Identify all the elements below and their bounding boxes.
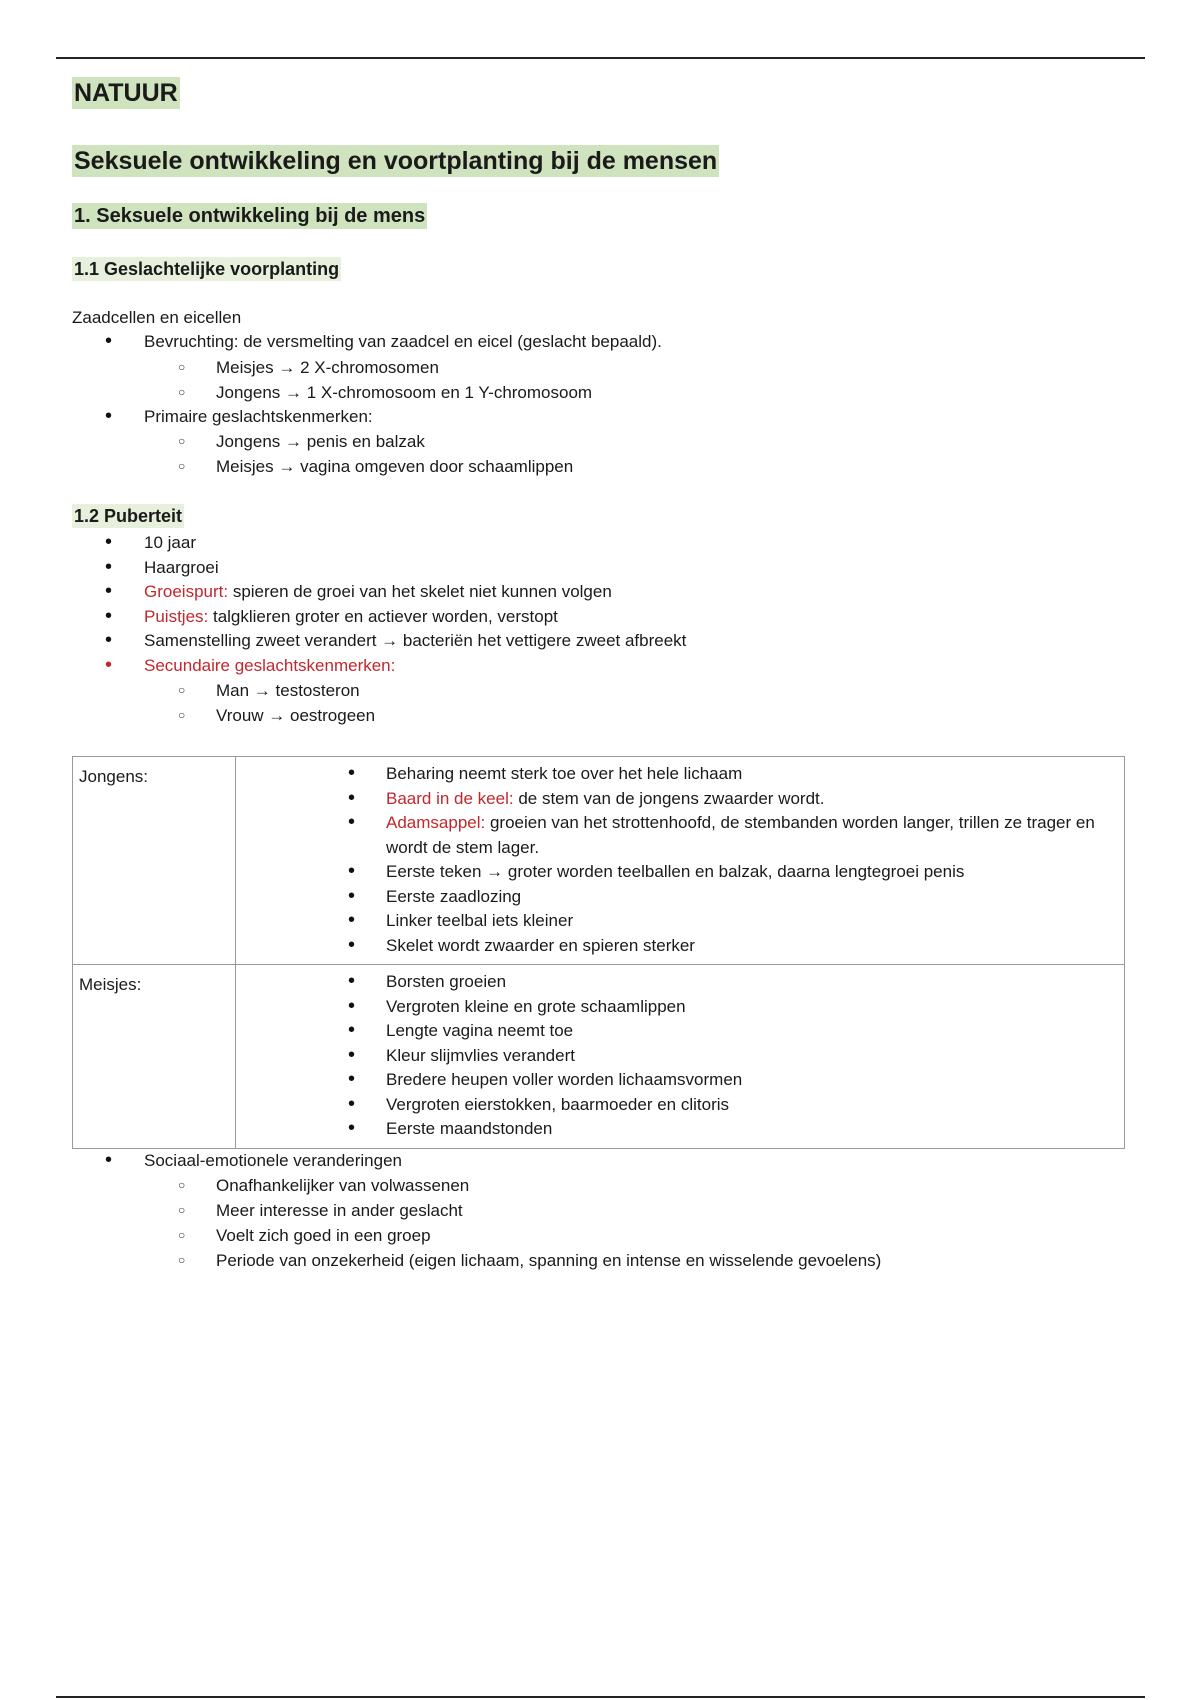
- list-item-bevruchting: • Bevruchting: de versmelting van zaadcel en eicel (geslacht bepaald). ○ Meisjes → 2 X-chromosomen ○ Jongens → 1 X-chromosoom en 1 Y-chromosoom: [72, 330, 1132, 405]
- document-body: [72, 70, 1132, 1273]
- puberteit-list: [72, 531, 1132, 728]
- table-row-jongens: [73, 757, 1125, 965]
- term-groeispurt: Groeispurt:: [144, 582, 229, 601]
- list-item: • Eerste zaadlozing: [236, 885, 1114, 910]
- list-item: • Vergroten eierstokken, baarmoeder en clitoris: [236, 1093, 1114, 1118]
- list-item: • Eerste teken → groter worden teelballen en balzak, daarna lengtegroei penis: [236, 860, 1114, 885]
- list-item: • Vergroten kleine en grote schaamlippen: [236, 995, 1114, 1020]
- bevruchting-sublist: [72, 355, 1132, 405]
- kenmerken-table: [72, 756, 1125, 1149]
- list-item: • Bredere heupen voller worden lichaamsvormen: [236, 1068, 1114, 1093]
- list-item: • Borsten groeien: [236, 970, 1114, 995]
- top-rule: [56, 57, 1145, 59]
- list-item-primair: • Primaire geslachtskenmerken: ○ Jongens → penis en balzak ○ Meisjes → vagina omgeven door schaamlippen: [72, 405, 1132, 480]
- list-item: • Beharing neemt sterk toe over het hele lichaam: [236, 762, 1114, 787]
- sociaal-list: [72, 1149, 1132, 1274]
- list-item-groeispurt: • Groeispurt: spieren de groei van het skelet niet kunnen volgen: [72, 580, 1132, 605]
- table-cell-items: [236, 757, 1125, 965]
- list-item: ○ Onafhankelijker van volwassenen: [144, 1173, 1132, 1198]
- list-item: ○ Meisjes → vagina omgeven door schaamlippen: [144, 454, 1132, 479]
- list-item-secundair: • Secundaire geslachtskenmerken: ○ Man → testosteron ○ Vrouw → oestrogeen: [72, 654, 1132, 729]
- list-item: ○ Meer interesse in ander geslacht: [144, 1198, 1132, 1223]
- list-item-puistjes: • Puistjes: talgklieren groter en actiever worden, verstopt: [72, 605, 1132, 630]
- section-1-heading: 1. Seksuele ontwikkeling bij de mens: [74, 205, 426, 227]
- table-cell-label: Jongens:: [73, 757, 236, 965]
- list-item: • Lengte vagina neemt toe: [236, 1019, 1114, 1044]
- subject-heading: NATUUR: [74, 79, 178, 107]
- section-1-2-heading: 1.2 Puberteit: [74, 506, 183, 526]
- term-adamsappel: Adamsappel:: [386, 813, 486, 832]
- primair-sublist: [72, 429, 1132, 479]
- voorplanting-list: [72, 330, 1132, 479]
- list-item: • Eerste maandstonden: [236, 1117, 1114, 1142]
- list-item: ○ Man → testosteron: [144, 678, 1132, 703]
- secundair-sublist: [72, 678, 1132, 728]
- list-item: • Samenstelling zweet verandert → bacteriën het vettigere zweet afbreekt: [72, 629, 1132, 654]
- table-cell-items: [236, 965, 1125, 1149]
- list-item: ○ Meisjes → 2 X-chromosomen: [144, 355, 1132, 380]
- list-item-adamsappel: • Adamsappel: groeien van het strottenhoofd, de stembanden worden langer, trillen ze trager en wordt de stem lager.: [236, 811, 1114, 860]
- list-item: ○ Jongens → 1 X-chromosoom en 1 Y-chromosoom: [144, 380, 1132, 405]
- table-cell-label: Meisjes:: [73, 965, 236, 1149]
- list-item: • Kleur slijmvlies verandert: [236, 1044, 1114, 1069]
- list-item: ○ Voelt zich goed in een groep: [144, 1223, 1132, 1248]
- list-item: ○ Vrouw → oestrogeen: [144, 703, 1132, 728]
- term-baard: Baard in de keel:: [386, 788, 514, 808]
- list-item: • Linker teelbal iets kleiner: [236, 909, 1114, 934]
- document-title: Seksuele ontwikkeling en voortplanting bij de mensen: [74, 147, 718, 175]
- table-row-meisjes: [73, 965, 1125, 1149]
- term-puistjes: Puistjes:: [144, 606, 209, 626]
- list-item: • Skelet wordt zwaarder en spieren sterker: [236, 934, 1114, 959]
- list-item: ○ Periode van onzekerheid (eigen lichaam, spanning en intense en wisselende gevoelens): [144, 1248, 1132, 1273]
- bottom-rule: [56, 1696, 1145, 1698]
- list-item: • Haargroei: [72, 556, 1132, 581]
- section-1-1-heading: 1.1 Geslachtelijke voorplanting: [74, 259, 340, 279]
- list-item-baard: • Baard in de keel: de stem van de jongens zwaarder wordt.: [236, 787, 1114, 812]
- sociaal-sublist: [72, 1173, 1132, 1273]
- list-item-sociaal: • Sociaal-emotionele veranderingen ○ Onafhankelijker van volwassenen ○ Meer interesse in ander geslacht ○ Voelt zich goed in een groep ○ Periode van onzekerheid (eigen lichaam, spanning en intense en wisselende gevoelens): [72, 1149, 1132, 1274]
- list-item: ○ Jongens → penis en balzak: [144, 429, 1132, 454]
- list-item: • 10 jaar: [72, 531, 1132, 556]
- intro-text: Zaadcellen en eicellen: [72, 308, 242, 327]
